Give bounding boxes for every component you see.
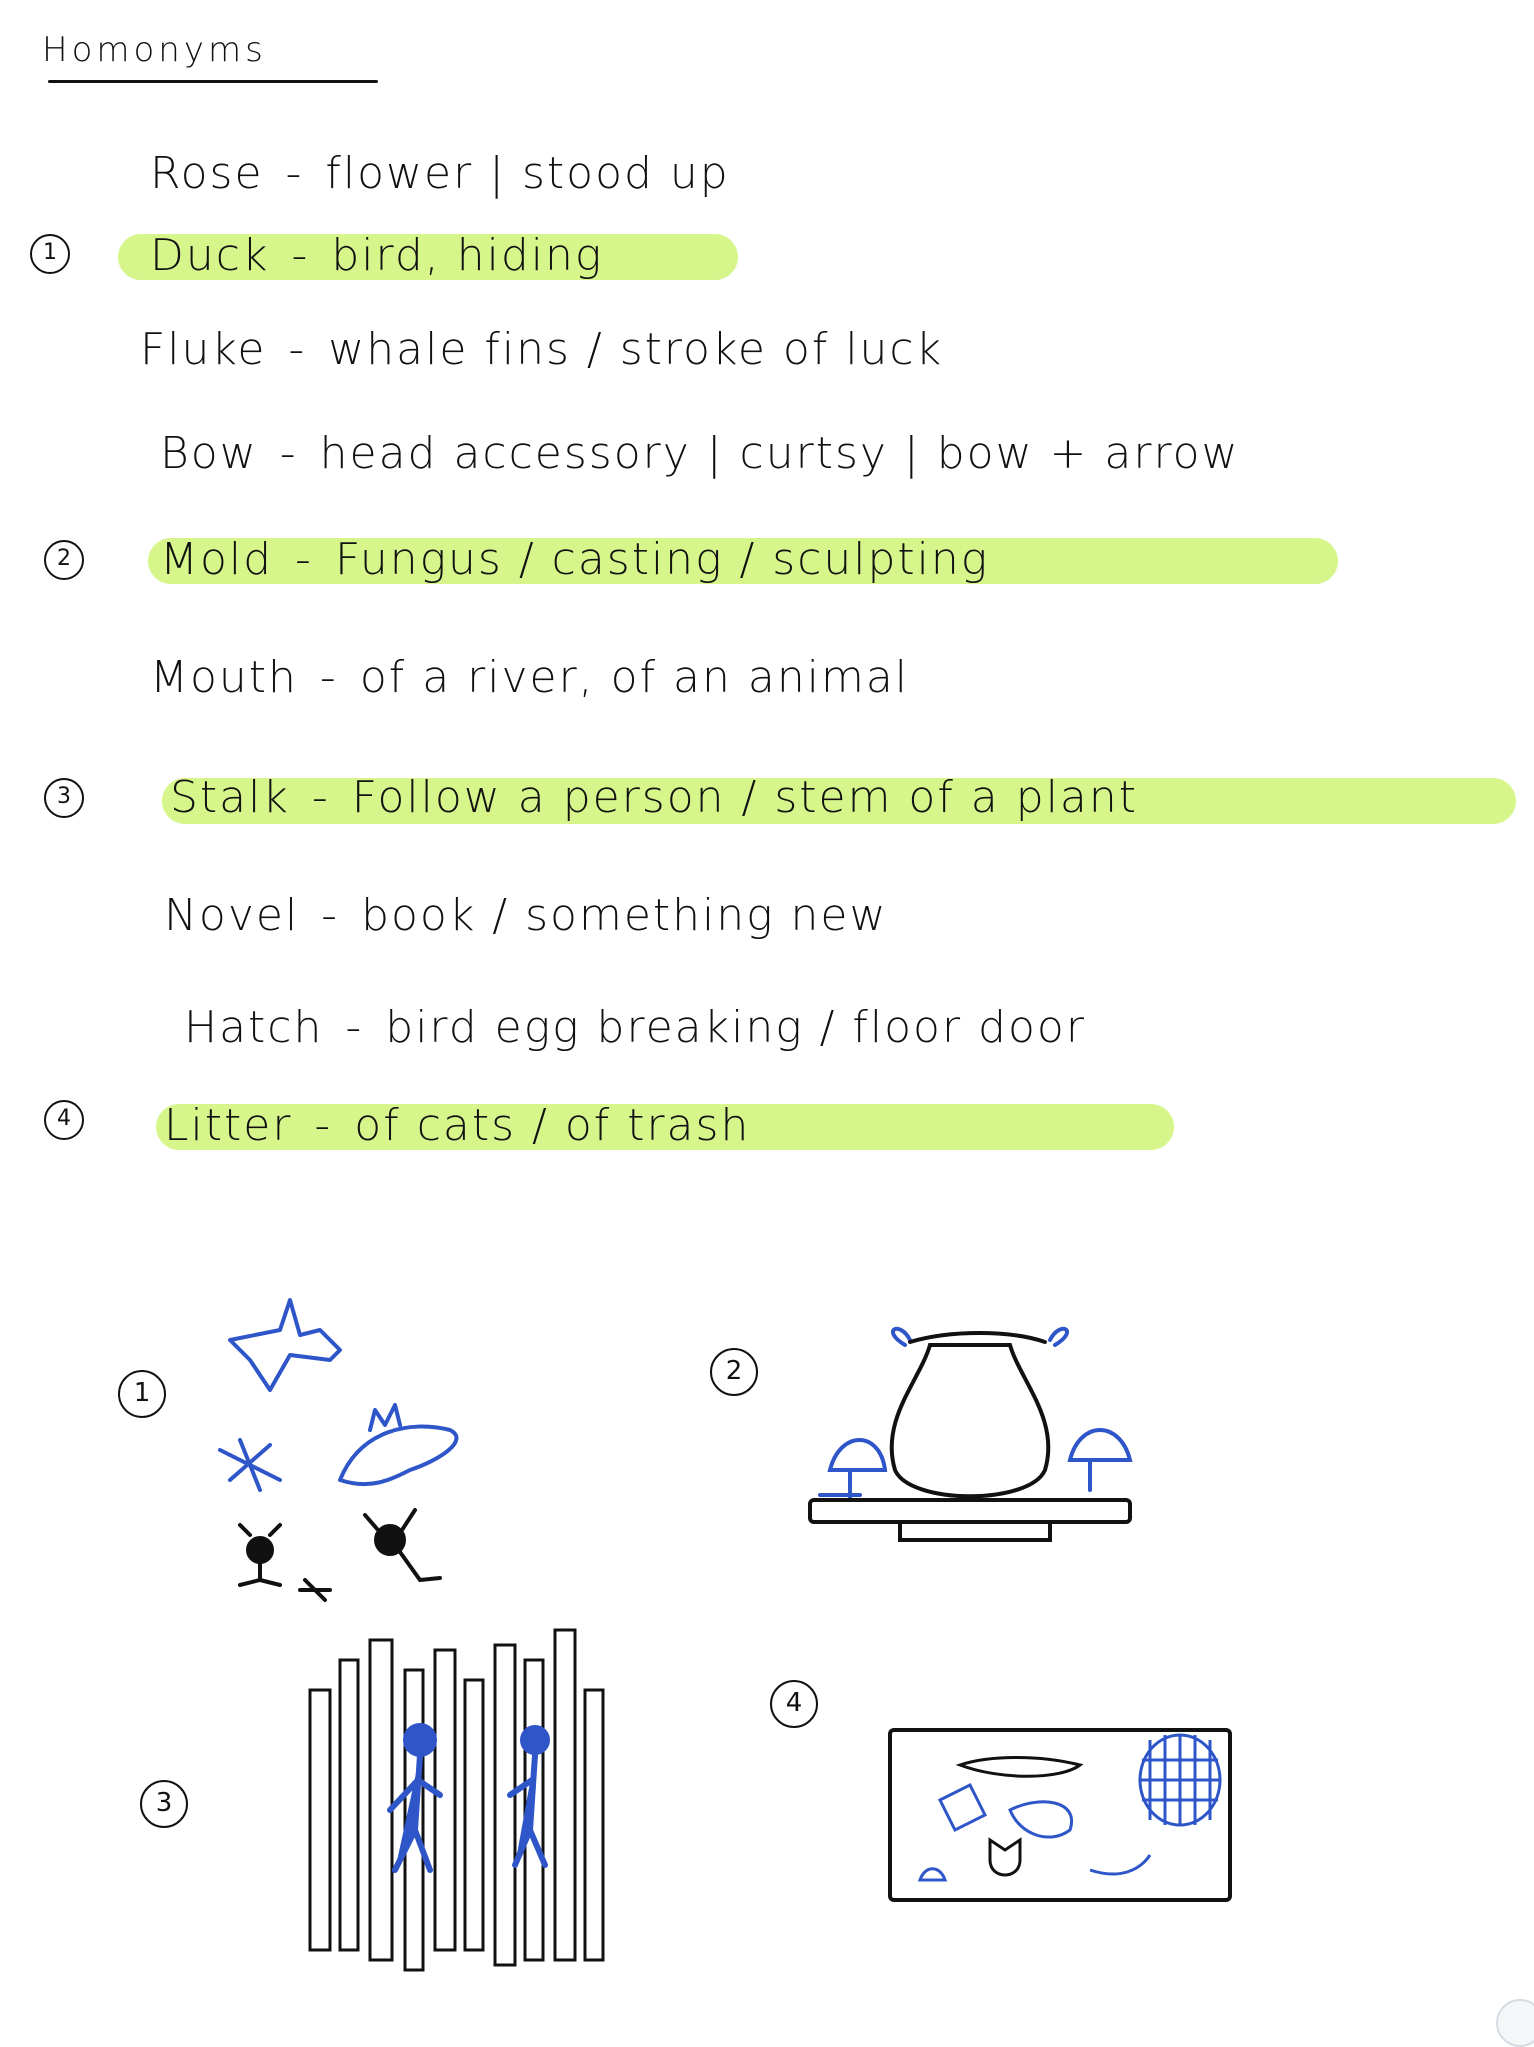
entry-dash: - bbox=[311, 772, 330, 823]
entry-duck bbox=[150, 230, 603, 281]
entry-dash: - bbox=[319, 652, 338, 703]
entry-word: Novel bbox=[164, 890, 300, 941]
entry-meaning: of a river, of an animal bbox=[359, 652, 909, 703]
entry-meaning: bird, hiding bbox=[331, 230, 604, 281]
entry-word: Stalk bbox=[170, 772, 290, 823]
entry-number-4: 4 bbox=[44, 1100, 84, 1140]
entry-word: Litter bbox=[164, 1100, 293, 1151]
duck-sketch bbox=[190, 1280, 490, 1610]
entry-dash: - bbox=[291, 230, 310, 281]
entry-bow bbox=[160, 428, 1240, 479]
mold-pot-sketch bbox=[790, 1300, 1150, 1550]
entry-meaning: bird egg breaking / floor door bbox=[385, 1002, 1086, 1053]
entry-novel bbox=[164, 890, 887, 941]
entry-word: Hatch bbox=[184, 1002, 324, 1053]
sketch-label-2: 2 bbox=[710, 1348, 758, 1396]
entry-litter bbox=[164, 1100, 750, 1151]
entry-word: Fluke bbox=[140, 324, 267, 375]
entry-meaning: book / something new bbox=[361, 890, 888, 941]
entry-dash: - bbox=[288, 324, 307, 375]
entry-meaning: flower | stood up bbox=[325, 148, 730, 199]
stalk-forest-sketch bbox=[290, 1620, 630, 1980]
entry-number-3: 3 bbox=[44, 778, 84, 818]
entry-dash: - bbox=[279, 428, 298, 479]
sketch-label-3: 3 bbox=[140, 1780, 188, 1828]
entry-mold bbox=[160, 534, 989, 585]
entry-word: Mouth bbox=[150, 652, 298, 703]
page-title: Homonyms bbox=[42, 30, 267, 70]
sketch-label-1: 1 bbox=[118, 1370, 166, 1418]
entry-meaning: Follow a person / stem of a plant bbox=[351, 772, 1139, 823]
corner-button[interactable] bbox=[1496, 1999, 1534, 2047]
entry-fluke bbox=[140, 324, 943, 375]
entry-word: Bow bbox=[160, 428, 258, 479]
entry-stalk bbox=[170, 772, 1138, 823]
title-underline bbox=[48, 80, 378, 83]
entry-word: Rose bbox=[150, 148, 264, 199]
entry-dash: - bbox=[345, 1002, 364, 1053]
entry-dash: - bbox=[285, 148, 304, 199]
entry-mouth bbox=[150, 652, 909, 703]
entry-word: Duck bbox=[150, 230, 270, 281]
entry-number-1: 1 bbox=[30, 234, 70, 274]
entry-hatch bbox=[184, 1002, 1086, 1053]
entry-meaning: of cats / of trash bbox=[354, 1100, 751, 1151]
entry-dash: - bbox=[321, 890, 340, 941]
sketch-label-4: 4 bbox=[770, 1680, 818, 1728]
entry-rose bbox=[150, 148, 730, 199]
entry-dash: - bbox=[314, 1100, 333, 1151]
entry-meaning: whale fins / stroke of luck bbox=[328, 324, 944, 375]
entry-meaning: Fungus / casting / sculpting bbox=[334, 534, 990, 585]
entry-dash: - bbox=[295, 534, 313, 585]
entry-word: Mold bbox=[160, 534, 274, 585]
litter-box-sketch bbox=[880, 1720, 1240, 1920]
entry-meaning: head accessory | curtsy | bow + arrow bbox=[319, 428, 1240, 479]
entry-number-2: 2 bbox=[44, 540, 84, 580]
